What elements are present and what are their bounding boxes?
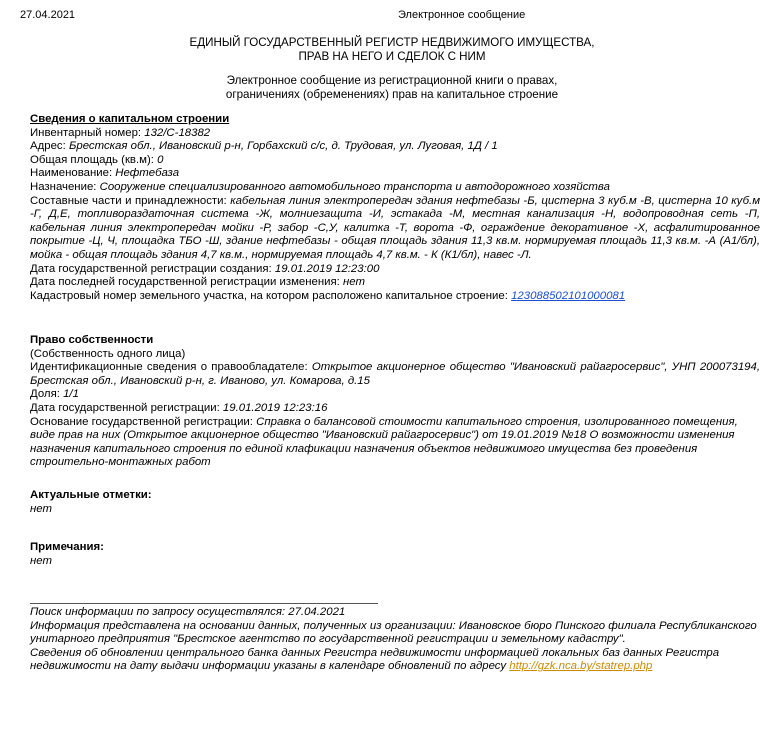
field-owner xyxy=(30,361,760,388)
field-components xyxy=(30,195,760,263)
header-title: Электронное сообщение xyxy=(398,9,526,21)
field-value: 19.01.2019 12:23:16 xyxy=(222,401,328,414)
building-section xyxy=(30,113,760,303)
field-label: Составные части и принадлежности: xyxy=(30,194,231,207)
field-label: Адрес: xyxy=(30,140,69,153)
footer-updates-text: Сведения об обновлении центрального банка данных Регистра недвижимости информацией локальных баз данных Регистра недвижимости на дату выдачи информации указаны в календаре обновлений по адресу xyxy=(30,646,720,673)
registry-title xyxy=(0,36,784,63)
print-date: 27.04.2021 xyxy=(20,9,76,21)
field-value: 132/С-18382 xyxy=(144,126,211,139)
field-area xyxy=(30,154,760,168)
field-label: Наименование: xyxy=(30,167,116,180)
notes-value: нет xyxy=(30,554,52,567)
field-value: Открытое акционерное общество "Ивановский райагросервис", УНП 200073194, Брестская обл., Ивановский р-н, г. Иваново, ул. Комарова, д.15 xyxy=(30,361,760,387)
field-purpose xyxy=(30,181,760,195)
field-label: Назначение: xyxy=(30,180,100,193)
field-value: Брестская обл., Ивановский р-н, Горбахский с/с, д. Трудовая, ул. Луговая, 1Д / 1 xyxy=(68,140,498,153)
field-value: Справка о балансовой стоимости капитального строения, изолированного помещения, виде прав на них (Открытое акционерное общество "Ивановский райагросервис") от 19.01.2019 №18 О возможности изменения назначения капитального строения по единой клафикации назначения объектов недвижимого имущества без проведения строительно-монтажных работ xyxy=(30,415,738,469)
field-label: Дата государственной регистрации создания: xyxy=(30,262,275,275)
registry-title-line: ПРАВ НА НЕГО И СДЕЛОК С НИМ xyxy=(298,49,486,63)
field-value: 0 xyxy=(157,153,164,166)
field-label: Дата последней государственной регистрации изменения: xyxy=(30,276,344,289)
footer-source: Информация представлена на основании данных, полученных из организации: Ивановское бюро Пинского филиала Республиканского унитарного предприятия "Брестское агентство по государственной регистрации и земельному кадастру". xyxy=(30,619,757,646)
field-label: Кадастровый номер земельного участка, на котором расположено капитальное строение: xyxy=(30,289,512,302)
field-value: нет xyxy=(343,276,365,289)
field-inventory-number xyxy=(30,127,760,141)
field-registration-date xyxy=(30,402,760,416)
registry-title-line: ЕДИНЫЙ ГОСУДАРСТВЕННЫЙ РЕГИСТР НЕДВИЖИМОГО ИМУЩЕСТВА, xyxy=(189,36,595,49)
notes-heading: Примечания: xyxy=(30,541,104,553)
ownership-heading: Право собственности xyxy=(30,334,154,346)
subtitle-line: ограничениях (обременениях) прав на капитальное строение xyxy=(225,87,559,101)
footer-search-date: Поиск информации по запросу осуществлялся: 27.04.2021 xyxy=(30,606,346,618)
field-label: Инвентарный номер: xyxy=(30,126,145,139)
building-heading: Сведения о капитальном строении xyxy=(30,113,230,125)
field-value: Нефтебаза xyxy=(115,167,180,180)
marks-heading: Актуальные отметки: xyxy=(30,489,152,501)
field-value: кабельная линия электропередач здания нефтебазы -Б, цистерна 3 куб.м -В, цистерна 10 куб.м -Г, Д,Е, топливораздаточная система -Ж, молниезащита -И, эстакада -М, местная канализация -Н, водопроводная сеть -П, кабельная линия электропередач мойки -Р, забор -С,У, калитка -Т, ворота -Ф, ограждение декоративное -Х, асфалитированное покрытие -Ц, Ч, площадка ТБО -Ш, здание нефтебазы - общая площадь здания 11,3 кв.м. нормируемая площадь 11,3 кв.м. -А (А1/бл), мойка - общая площадь здания 4,7 кв.м., нормируемая площадь 4,7 кв.м. - К (К1/бл), навес -Л. xyxy=(30,194,760,261)
field-value: 1/1 xyxy=(63,388,79,401)
field-cadastral xyxy=(30,290,760,304)
ownership-type: (Собственность одного лица) xyxy=(30,347,186,360)
field-label: Дата государственной регистрации: xyxy=(30,401,223,414)
field-share xyxy=(30,388,760,402)
field-value: 19.01.2019 12:23:00 xyxy=(274,262,380,275)
notes-section xyxy=(30,541,760,568)
subtitle-line: Электронное сообщение из регистрационной книги о правах, xyxy=(226,74,558,87)
field-address xyxy=(30,140,760,154)
field-value: Сооружение специализированного автомобильного транспорта и автодорожного хозяйства xyxy=(99,180,610,193)
field-last-change xyxy=(30,276,760,290)
ownership-section xyxy=(30,334,760,470)
field-creation-date xyxy=(30,263,760,277)
footer-divider xyxy=(30,603,378,604)
field-basis xyxy=(30,416,760,470)
field-label: Доля: xyxy=(30,388,64,401)
field-label: Основание государственной регистрации: xyxy=(30,415,257,428)
field-label: Общая площадь (кв.м): xyxy=(30,153,158,166)
subtitle xyxy=(0,74,784,101)
footer xyxy=(30,606,760,674)
statrep-link[interactable]: http://gzk.nca.by/statrep.php xyxy=(509,660,653,673)
marks-value: нет xyxy=(30,502,52,515)
field-name xyxy=(30,167,760,181)
marks-section xyxy=(30,489,760,516)
footer-updates xyxy=(30,647,760,674)
cadastral-number-link[interactable]: 123088502101000081 xyxy=(511,289,626,302)
page-header xyxy=(20,9,764,23)
field-label: Идентификационные сведения о правообладателе: xyxy=(30,361,312,374)
